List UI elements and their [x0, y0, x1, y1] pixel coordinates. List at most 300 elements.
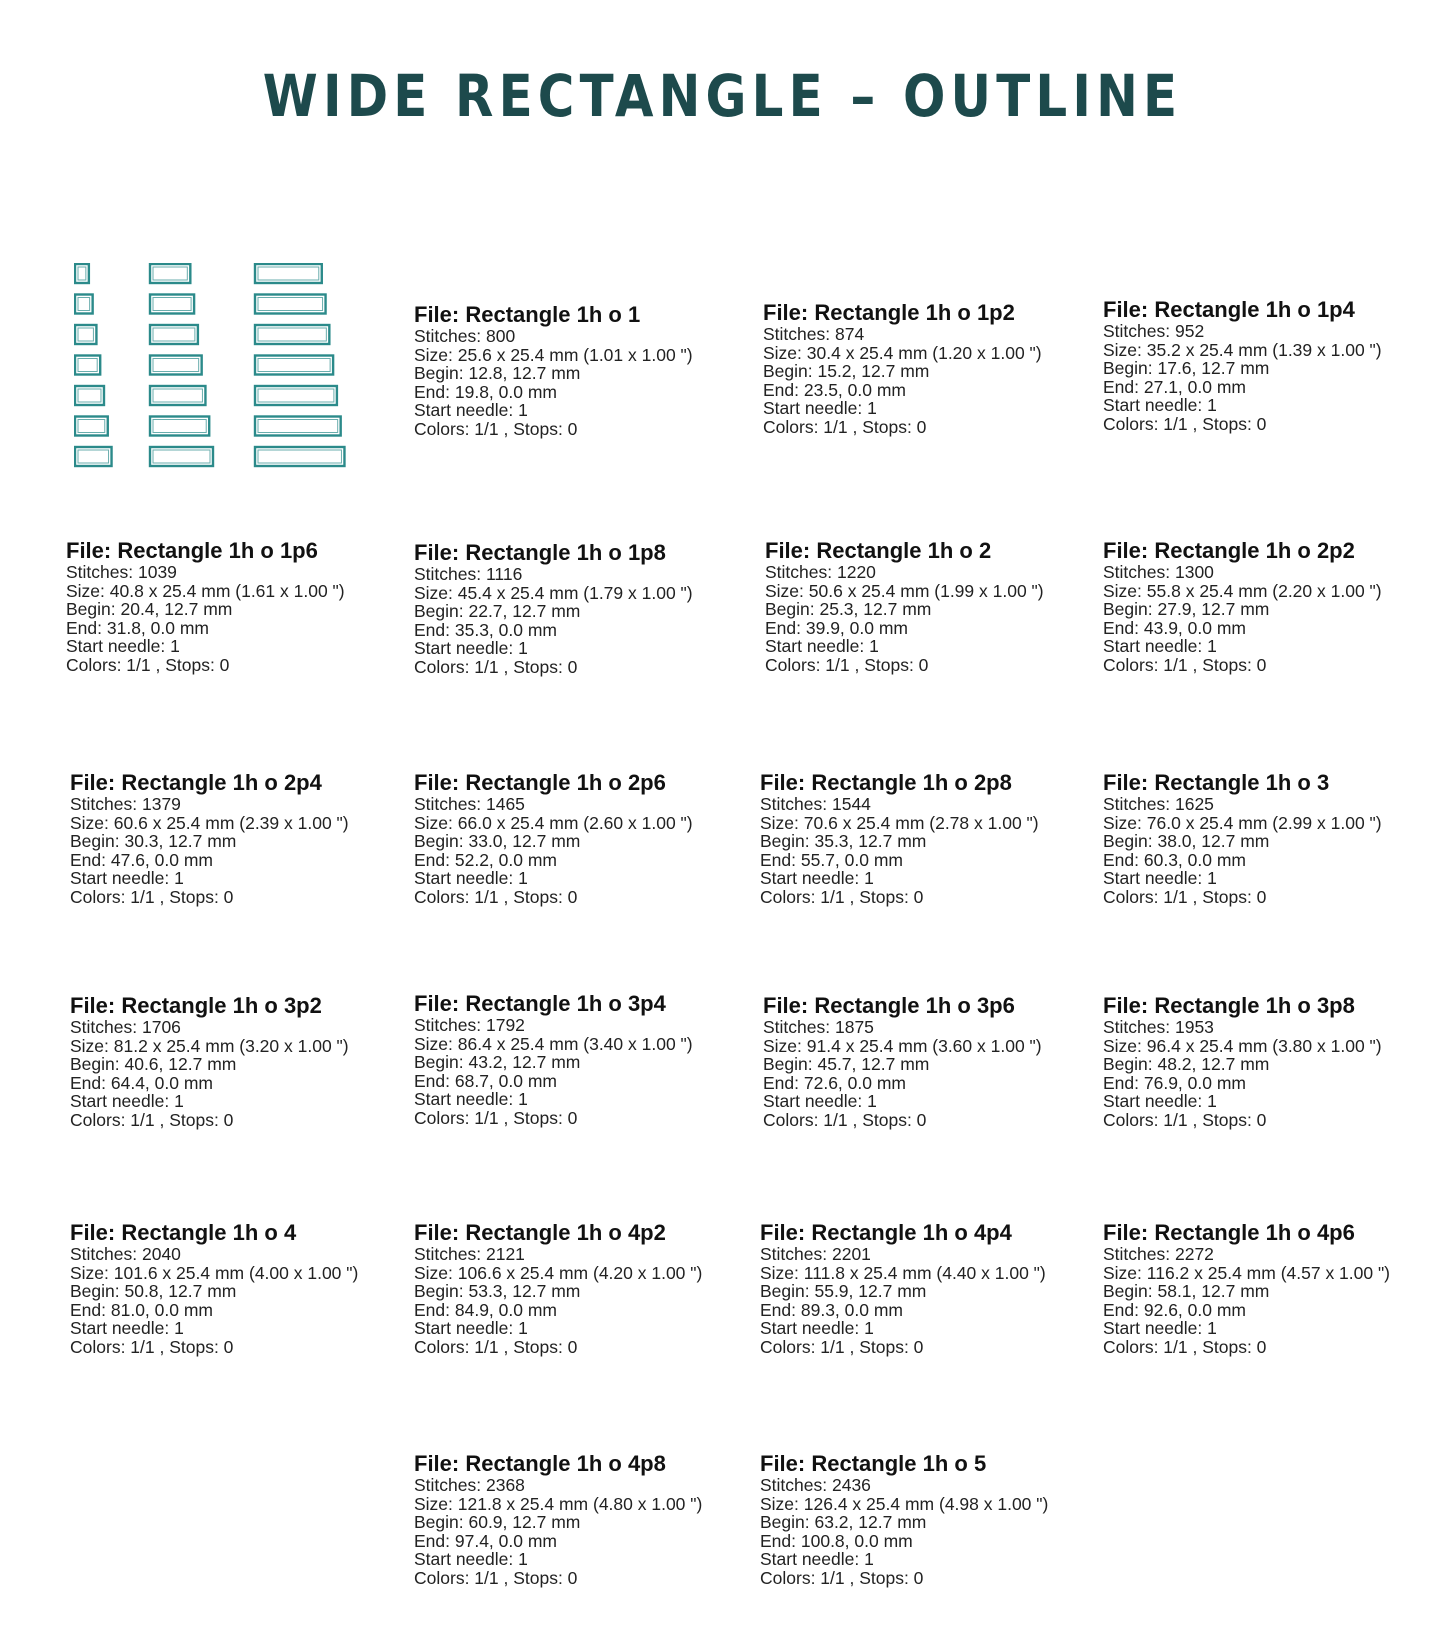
start-needle-line-label: Start needle: [414, 868, 519, 889]
end-line [1103, 1074, 1413, 1093]
file-name-value: Rectangle 1h o 2p2 [1154, 538, 1355, 563]
colors-stops-line-label: Colors: 1/1 , Stops: 0 [760, 886, 924, 907]
rectangle-inner-outline [258, 359, 330, 372]
size-line [765, 582, 1075, 601]
start-needle-line-value: 1 [518, 400, 528, 421]
stitches-line-label: Stitches: [414, 794, 486, 814]
stitches-line-label: Stitches: [414, 564, 486, 584]
stitches-line-label: Stitches: [1103, 562, 1175, 582]
end-line-value: 23.5, 0.0 mm [803, 379, 907, 400]
rectangle-inner-outline [258, 267, 319, 280]
file-card [1103, 770, 1413, 907]
begin-line-value: 17.6, 12.7 mm [1157, 358, 1270, 379]
file-name [70, 770, 380, 795]
stitches-line-label: Stitches: [70, 1017, 142, 1037]
file-name-value: Rectangle 1h o 2 [816, 538, 992, 563]
size-line-value: 106.6 x 25.4 mm (4.20 x 1.00 ") [457, 1262, 703, 1283]
start-needle-line-label: Start needle: [1103, 395, 1208, 416]
colors-stops-line-label: Colors: 1/1 , Stops: 0 [763, 1109, 927, 1130]
size-line-value: 25.6 x 25.4 mm (1.01 x 1.00 ") [457, 344, 693, 365]
size-line-label: Size: [70, 1262, 114, 1283]
begin-line-label: Begin: [760, 1512, 815, 1533]
end-line [765, 619, 1075, 638]
stitches-line [414, 565, 724, 584]
stitches-line [1103, 322, 1413, 341]
begin-line-value: 15.2, 12.7 mm [817, 361, 930, 382]
file-name-value: Rectangle 1h o 4 [121, 1220, 297, 1245]
page-title: WIDE RECTANGLE – OUTLINE [262, 62, 1183, 130]
colors-stops-line [414, 420, 724, 439]
end-line [414, 621, 724, 640]
stitches-line-value: 1625 [1174, 794, 1214, 814]
file-name-label: File: [414, 1220, 466, 1245]
stitches-line-label: Stitches: [760, 1244, 832, 1264]
start-needle-line [414, 869, 724, 888]
size-line-value: 30.4 x 25.4 mm (1.20 x 1.00 ") [806, 342, 1042, 363]
colors-stops-line [70, 1111, 380, 1130]
end-line-value: 76.9, 0.0 mm [1143, 1072, 1247, 1093]
end-line-label: End: [66, 617, 107, 638]
stitches-line-label: Stitches: [760, 1475, 832, 1495]
begin-line-value: 45.7, 12.7 mm [817, 1054, 930, 1075]
file-name-label: File: [70, 770, 122, 795]
begin-line-label: Begin: [414, 363, 469, 384]
size-line-value: 101.6 x 25.4 mm (4.00 x 1.00 ") [113, 1262, 359, 1283]
start-needle-line-value: 1 [1207, 395, 1217, 416]
stitches-line [414, 1245, 724, 1264]
start-needle-line-value: 1 [1207, 636, 1217, 657]
end-line-value: 19.8, 0.0 mm [454, 381, 558, 402]
colors-stops-line-label: Colors: 1/1 , Stops: 0 [70, 1109, 234, 1130]
stitches-line-label: Stitches: [765, 562, 837, 582]
colors-stops-line [763, 418, 1073, 437]
begin-line-value: 20.4, 12.7 mm [120, 599, 233, 620]
stitches-line-value: 1300 [1174, 562, 1214, 582]
begin-line-label: Begin: [1103, 358, 1158, 379]
stitches-line-value: 1953 [1174, 1017, 1214, 1037]
stitches-line-value: 2272 [1174, 1244, 1214, 1264]
size-line [1103, 814, 1413, 833]
file-name [414, 991, 724, 1016]
file-name-label: File: [760, 770, 812, 795]
end-line-label: End: [1103, 849, 1144, 870]
start-needle-line [414, 1090, 724, 1109]
end-line [70, 1074, 380, 1093]
end-line-value: 92.6, 0.0 mm [1143, 1299, 1247, 1320]
size-line [70, 1264, 380, 1283]
begin-line [763, 362, 1073, 381]
file-name-label: File: [1103, 1220, 1155, 1245]
rectangle-inner-outline [153, 389, 202, 402]
begin-line [1103, 832, 1413, 851]
begin-line [66, 600, 376, 619]
end-line-value: 97.4, 0.0 mm [454, 1530, 558, 1551]
size-line [414, 346, 724, 365]
start-needle-line-value: 1 [867, 398, 877, 419]
stitches-line [760, 1245, 1070, 1264]
stitches-line-value: 2121 [485, 1244, 525, 1264]
file-card [1103, 1220, 1413, 1357]
size-line [763, 344, 1073, 363]
end-line [70, 1301, 380, 1320]
rectangle-inner-outline [78, 267, 86, 280]
size-line-value: 70.6 x 25.4 mm (2.78 x 1.00 ") [803, 812, 1039, 833]
size-line-value: 121.8 x 25.4 mm (4.80 x 1.00 ") [457, 1493, 703, 1514]
size-line-label: Size: [414, 344, 458, 365]
stitches-line-label: Stitches: [414, 1475, 486, 1495]
end-line [1103, 378, 1413, 397]
begin-line-label: Begin: [70, 831, 125, 852]
start-needle-line [70, 869, 380, 888]
begin-line-value: 33.0, 12.7 mm [468, 831, 581, 852]
size-line-label: Size: [763, 1035, 807, 1056]
file-name-value: Rectangle 1h o 3p4 [465, 991, 666, 1016]
begin-line-value: 60.9, 12.7 mm [468, 1512, 581, 1533]
start-needle-line-label: Start needle: [66, 636, 171, 657]
colors-stops-line [414, 888, 724, 907]
start-needle-line-value: 1 [518, 638, 528, 659]
file-name-label: File: [414, 1451, 466, 1476]
start-needle-line [1103, 1319, 1413, 1338]
start-needle-line [760, 869, 1070, 888]
colors-stops-line [414, 1338, 724, 1357]
size-line-label: Size: [1103, 812, 1147, 833]
begin-line-label: Begin: [70, 1281, 125, 1302]
rectangle-outline-icon [74, 263, 379, 475]
stitches-line-value: 2040 [141, 1244, 181, 1264]
size-line-value: 91.4 x 25.4 mm (3.60 x 1.00 ") [806, 1035, 1042, 1056]
start-needle-line-value: 1 [174, 1318, 184, 1339]
end-line-value: 64.4, 0.0 mm [110, 1072, 214, 1093]
file-card [414, 302, 724, 439]
colors-stops-line-label: Colors: 1/1 , Stops: 0 [1103, 654, 1267, 675]
stitches-line-value: 1792 [485, 1015, 525, 1035]
file-name-value: Rectangle 1h o 2p4 [121, 770, 322, 795]
file-name-label: File: [414, 540, 466, 565]
end-line-value: 89.3, 0.0 mm [800, 1299, 904, 1320]
colors-stops-line-label: Colors: 1/1 , Stops: 0 [1103, 1109, 1267, 1130]
end-line-value: 27.1, 0.0 mm [1143, 376, 1247, 397]
file-name [1103, 993, 1413, 1018]
rectangle-inner-outline [258, 298, 323, 311]
begin-line [414, 1282, 724, 1301]
size-line-value: 35.2 x 25.4 mm (1.39 x 1.00 ") [1146, 339, 1382, 360]
file-name-label: File: [760, 1451, 812, 1476]
end-line-label: End: [760, 1299, 801, 1320]
size-line [414, 814, 724, 833]
begin-line-label: Begin: [414, 1281, 469, 1302]
end-line-value: 47.6, 0.0 mm [110, 849, 214, 870]
stitches-line [414, 795, 724, 814]
stitches-line [765, 563, 1075, 582]
begin-line-value: 58.1, 12.7 mm [1157, 1281, 1270, 1302]
file-card [70, 1220, 380, 1357]
stitches-line-label: Stitches: [66, 562, 138, 582]
size-line-value: 86.4 x 25.4 mm (3.40 x 1.00 ") [457, 1033, 693, 1054]
size-line-label: Size: [70, 1035, 114, 1056]
begin-line-label: Begin: [414, 831, 469, 852]
file-card [414, 1451, 724, 1588]
colors-stops-line-label: Colors: 1/1 , Stops: 0 [763, 416, 927, 437]
begin-line-label: Begin: [66, 599, 121, 620]
begin-line-label: Begin: [760, 1281, 815, 1302]
start-needle-line [70, 1319, 380, 1338]
colors-stops-line-label: Colors: 1/1 , Stops: 0 [70, 886, 234, 907]
size-line-value: 81.2 x 25.4 mm (3.20 x 1.00 ") [113, 1035, 349, 1056]
stitches-line-value: 2368 [485, 1475, 525, 1495]
stitches-line-value: 800 [485, 326, 516, 346]
stitches-line [760, 1476, 1070, 1495]
start-needle-line-value: 1 [1207, 1318, 1217, 1339]
start-needle-line-label: Start needle: [414, 1318, 519, 1339]
stitches-line-label: Stitches: [414, 1015, 486, 1035]
rectangle-inner-outline [78, 389, 101, 402]
start-needle-line [414, 1319, 724, 1338]
file-card [414, 770, 724, 907]
start-needle-line [763, 1092, 1073, 1111]
size-line-value: 40.8 x 25.4 mm (1.61 x 1.00 ") [109, 580, 345, 601]
begin-line-label: Begin: [414, 601, 469, 622]
start-needle-line-value: 1 [867, 1091, 877, 1112]
end-line-label: End: [70, 1072, 111, 1093]
size-line-label: Size: [760, 1493, 804, 1514]
start-needle-line-label: Start needle: [70, 1318, 175, 1339]
colors-stops-line [1103, 1111, 1413, 1130]
start-needle-line-value: 1 [170, 636, 180, 657]
stitches-line-label: Stitches: [760, 794, 832, 814]
size-line-label: Size: [763, 342, 807, 363]
file-name-value: Rectangle 1h o 3p2 [121, 993, 322, 1018]
stitches-line-label: Stitches: [1103, 794, 1175, 814]
end-line-value: 55.7, 0.0 mm [800, 849, 904, 870]
end-line-label: End: [414, 1070, 455, 1091]
stitches-line [1103, 795, 1413, 814]
end-line [1103, 851, 1413, 870]
start-needle-line-value: 1 [869, 636, 879, 657]
end-line-value: 52.2, 0.0 mm [454, 849, 558, 870]
end-line-value: 39.9, 0.0 mm [805, 617, 909, 638]
stitches-line [70, 795, 380, 814]
stitches-line-value: 1039 [137, 562, 177, 582]
stitches-line-value: 1706 [141, 1017, 181, 1037]
colors-stops-line [1103, 656, 1413, 675]
colors-stops-line-label: Colors: 1/1 , Stops: 0 [414, 886, 578, 907]
end-line [414, 1532, 724, 1551]
size-line-value: 45.4 x 25.4 mm (1.79 x 1.00 ") [457, 582, 693, 603]
colors-stops-line [760, 888, 1070, 907]
stitches-line [70, 1018, 380, 1037]
size-line-label: Size: [760, 812, 804, 833]
file-card [760, 770, 1070, 907]
stitches-line [414, 1476, 724, 1495]
file-card [414, 1220, 724, 1357]
size-line-label: Size: [1103, 1262, 1147, 1283]
end-line [763, 381, 1073, 400]
end-line [66, 619, 376, 638]
begin-line-value: 55.9, 12.7 mm [814, 1281, 927, 1302]
begin-line-label: Begin: [765, 599, 820, 620]
start-needle-line-value: 1 [518, 1549, 528, 1570]
file-name [1103, 770, 1413, 795]
end-line-value: 35.3, 0.0 mm [454, 619, 558, 640]
stitches-line [760, 795, 1070, 814]
end-line [1103, 1301, 1413, 1320]
begin-line [1103, 359, 1413, 378]
rectangle-inner-outline [78, 328, 93, 341]
file-card [763, 993, 1073, 1130]
stitches-line-value: 1875 [834, 1017, 874, 1037]
start-needle-line-value: 1 [864, 1549, 874, 1570]
size-line-label: Size: [1103, 580, 1147, 601]
size-line [414, 1264, 724, 1283]
end-line-value: 72.6, 0.0 mm [803, 1072, 907, 1093]
size-line-label: Size: [414, 1493, 458, 1514]
begin-line-label: Begin: [760, 831, 815, 852]
file-card [1103, 297, 1413, 434]
colors-stops-line-label: Colors: 1/1 , Stops: 0 [760, 1336, 924, 1357]
start-needle-line-value: 1 [1207, 1091, 1217, 1112]
file-name-label: File: [66, 538, 118, 563]
start-needle-line-value: 1 [518, 1089, 528, 1110]
rectangle-inner-outline [153, 328, 195, 341]
size-line-value: 76.0 x 25.4 mm (2.99 x 1.00 ") [1146, 812, 1382, 833]
size-line-value: 126.4 x 25.4 mm (4.98 x 1.00 ") [803, 1493, 1049, 1514]
file-name [414, 1451, 724, 1476]
start-needle-line-value: 1 [174, 868, 184, 889]
end-line-value: 84.9, 0.0 mm [454, 1299, 558, 1320]
size-line [414, 1035, 724, 1054]
start-needle-line-label: Start needle: [414, 400, 519, 421]
stitches-line [70, 1245, 380, 1264]
start-needle-line-value: 1 [174, 1091, 184, 1112]
colors-stops-line-label: Colors: 1/1 , Stops: 0 [414, 1107, 578, 1128]
stitches-line-label: Stitches: [414, 326, 486, 346]
file-name [760, 1220, 1070, 1245]
stitches-line-value: 1379 [141, 794, 181, 814]
colors-stops-line-label: Colors: 1/1 , Stops: 0 [760, 1567, 924, 1588]
file-name [760, 1451, 1070, 1476]
colors-stops-line-label: Colors: 1/1 , Stops: 0 [1103, 413, 1267, 434]
size-line [1103, 341, 1413, 360]
size-line-value: 111.8 x 25.4 mm (4.40 x 1.00 ") [803, 1262, 1046, 1283]
end-line-value: 100.8, 0.0 mm [800, 1530, 913, 1551]
file-name-value: Rectangle 1h o 4p8 [465, 1451, 666, 1476]
colors-stops-line-label: Colors: 1/1 , Stops: 0 [414, 1336, 578, 1357]
end-line [1103, 619, 1413, 638]
start-needle-line [765, 637, 1075, 656]
end-line-label: End: [414, 619, 455, 640]
size-line-value: 50.6 x 25.4 mm (1.99 x 1.00 ") [808, 580, 1044, 601]
size-line [1103, 582, 1413, 601]
file-name-value: Rectangle 1h o 2p6 [465, 770, 666, 795]
size-line-label: Size: [414, 1262, 458, 1283]
colors-stops-line [1103, 888, 1413, 907]
start-needle-line-label: Start needle: [70, 1091, 175, 1112]
end-line-value: 31.8, 0.0 mm [106, 617, 210, 638]
begin-line-value: 25.3, 12.7 mm [819, 599, 932, 620]
file-name-label: File: [1103, 538, 1155, 563]
stitches-line-label: Stitches: [763, 324, 835, 344]
begin-line-value: 27.9, 12.7 mm [1157, 599, 1270, 620]
file-card [414, 991, 724, 1128]
stitches-line-value: 1220 [836, 562, 876, 582]
begin-line-value: 43.2, 12.7 mm [468, 1052, 581, 1073]
size-line [414, 584, 724, 603]
begin-line-label: Begin: [70, 1054, 125, 1075]
rectangle-inner-outline [258, 450, 341, 463]
file-name-label: File: [1103, 297, 1155, 322]
stitches-line-value: 952 [1174, 321, 1205, 341]
stitches-line [66, 563, 376, 582]
file-name-label: File: [763, 993, 815, 1018]
file-card [760, 1451, 1070, 1588]
file-name-label: File: [1103, 993, 1155, 1018]
end-line-label: End: [765, 617, 806, 638]
start-needle-line [1103, 869, 1413, 888]
stitches-line-value: 874 [834, 324, 865, 344]
end-line-value: 43.9, 0.0 mm [1143, 617, 1247, 638]
file-name-value: Rectangle 1h o 2p8 [811, 770, 1012, 795]
stitches-line-label: Stitches: [1103, 1017, 1175, 1037]
start-needle-line [1103, 637, 1413, 656]
file-name [414, 770, 724, 795]
size-line-value: 55.8 x 25.4 mm (2.20 x 1.00 ") [1146, 580, 1382, 601]
colors-stops-line [765, 656, 1075, 675]
rectangle-inner-outline [153, 359, 199, 372]
file-name [760, 770, 1070, 795]
end-line [760, 851, 1070, 870]
file-name-value: Rectangle 1h o 4p2 [465, 1220, 666, 1245]
end-line [414, 851, 724, 870]
size-line [760, 1495, 1070, 1514]
start-needle-line [760, 1550, 1070, 1569]
end-line-value: 81.0, 0.0 mm [110, 1299, 214, 1320]
file-name-value: Rectangle 1h o 4p6 [1154, 1220, 1355, 1245]
start-needle-line-label: Start needle: [760, 868, 865, 889]
size-line-value: 60.6 x 25.4 mm (2.39 x 1.00 ") [113, 812, 349, 833]
file-name [70, 993, 380, 1018]
start-needle-line-value: 1 [864, 1318, 874, 1339]
begin-line-value: 48.2, 12.7 mm [1157, 1054, 1270, 1075]
colors-stops-line-label: Colors: 1/1 , Stops: 0 [414, 1567, 578, 1588]
rectangle-inner-outline [78, 298, 90, 311]
file-name-label: File: [70, 993, 122, 1018]
file-name-label: File: [1103, 770, 1155, 795]
end-line-label: End: [1103, 1299, 1144, 1320]
size-line-label: Size: [414, 582, 458, 603]
file-name [414, 1220, 724, 1245]
start-needle-line [760, 1319, 1070, 1338]
begin-line-value: 40.6, 12.7 mm [124, 1054, 237, 1075]
stitches-line [1103, 1018, 1413, 1037]
start-needle-line-value: 1 [1207, 868, 1217, 889]
start-needle-line [414, 401, 724, 420]
stitches-line-label: Stitches: [70, 794, 142, 814]
rectangle-inner-outline [153, 267, 187, 280]
colors-stops-line [70, 1338, 380, 1357]
start-needle-line-label: Start needle: [763, 398, 868, 419]
file-name-value: Rectangle 1h o 1 [465, 302, 641, 327]
file-card [70, 993, 380, 1130]
file-name-value: Rectangle 1h o 1p4 [1154, 297, 1355, 322]
begin-line [1103, 1282, 1413, 1301]
begin-line [763, 1055, 1073, 1074]
end-line-label: End: [760, 849, 801, 870]
colors-stops-line [763, 1111, 1073, 1130]
colors-stops-line [414, 1109, 724, 1128]
size-line-label: Size: [765, 580, 809, 601]
begin-line [70, 1055, 380, 1074]
